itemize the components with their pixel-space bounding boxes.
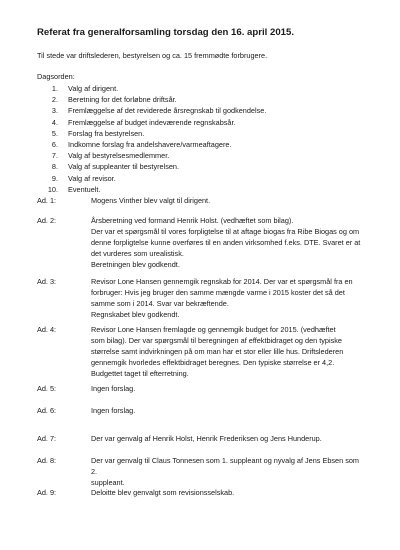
agenda-item-text: Valg af revisor.	[68, 173, 116, 183]
agenda-item-text: Fremlæggelse af det reviderede årsregnskab til godkendelse.	[68, 106, 267, 116]
minutes-line: Ingen forslag.	[91, 384, 136, 393]
agenda-item	[37, 184, 377, 195]
minutes-line: Ingen forslag.	[91, 406, 136, 415]
minutes-item-7	[37, 434, 367, 445]
agenda-item	[37, 150, 377, 161]
agenda-item	[37, 117, 377, 128]
agenda-item-text: Valg af suppleanter til bestyrelsen.	[68, 162, 180, 172]
agenda-item	[37, 173, 377, 184]
agenda-item-number: 3.	[51, 106, 58, 116]
minutes-line: som bilag). Der var spørgsmål til beregningen af effektbidraget og den typiske	[91, 335, 342, 345]
minutes-item-6	[37, 406, 367, 417]
agenda-item-number: 10.	[47, 184, 58, 194]
minutes-line: størrelse samt indvirkningen på om man har et stor eller lille hus. Driftslederen	[91, 346, 344, 356]
minutes-item-body	[91, 216, 367, 271]
agenda-heading: Dagsorden:	[37, 72, 75, 81]
attendance-note: Til stede var driftslederen, bestyrelsen og ca. 15 fremmødte forbrugere.	[37, 51, 268, 60]
minutes-item-body	[91, 277, 367, 321]
agenda-item-number: 1.	[51, 84, 58, 93]
minutes-line: Årsberetning ved formand Henrik Holst. (vedhæftet som bilag).	[91, 216, 294, 225]
page-title: Referat fra generalforsamling torsdag den 16. april 2015.	[37, 27, 294, 38]
minutes-item-label: Ad. 5:	[37, 384, 57, 393]
minutes-item-label: Ad. 7:	[37, 434, 57, 443]
minutes-item-body	[91, 456, 367, 489]
minutes-item-5	[37, 384, 367, 395]
minutes-item-label: Ad. 4:	[37, 325, 57, 334]
minutes-item-9	[37, 488, 367, 499]
minutes-line: Der var genvalg til Claus Tonnesen som 1. suppleant og nyvalg af Jens Ebsen som 2.	[91, 456, 359, 476]
minutes-item-label: Ad. 6:	[37, 406, 57, 415]
agenda-item-text: Indkomne forslag fra andelshavere/varmeaftagere.	[68, 139, 232, 149]
minutes-item-label: Ad. 3:	[37, 277, 57, 286]
minutes-line: Der var et spørgsmål til vores forpligtelse til at aftage biogas fra Ribe Biogas og om	[91, 226, 360, 236]
agenda-item-number: 8.	[51, 162, 58, 172]
agenda-item	[37, 128, 377, 139]
minutes-line: Deloitte blev genvalgt som revisionsselskab.	[91, 488, 235, 497]
agenda-item-number: 9.	[51, 173, 58, 183]
minutes-item-8	[37, 456, 367, 489]
minutes-item-body	[91, 434, 367, 445]
agenda-item-number: 6.	[51, 139, 58, 149]
minutes-line: suppleant.	[91, 477, 125, 487]
minutes-line: forbruger: Hvis jeg bruger den samme mængde varme i 2015 koster det så det	[91, 287, 345, 297]
agenda-item-text: Fremlæggelse af budget indeværende regnskabsår.	[68, 117, 236, 127]
minutes-item-label: Ad. 1:	[37, 196, 57, 205]
agenda-item-text: Valg af dirigent.	[68, 84, 119, 93]
minutes-line: samme som i 2014. Svar var bekræftende.	[91, 298, 229, 308]
minutes-line: Revisor Lone Hansen gennemgik regnskab for 2014. Der var et spørgsmål fra en	[91, 277, 353, 286]
minutes-item-label: Ad. 2:	[37, 216, 57, 225]
agenda-item	[37, 83, 377, 94]
agenda-item-number: 4.	[51, 117, 58, 127]
agenda-list	[37, 83, 377, 195]
agenda-item-number: 5.	[51, 128, 58, 138]
agenda-item	[37, 139, 377, 150]
minutes-item-body	[91, 325, 367, 380]
minutes-item-1	[37, 196, 367, 207]
minutes-line: Der var genvalg af Henrik Holst, Henrik Frederiksen og Jens Hunderup.	[91, 434, 322, 443]
minutes-item-2	[37, 216, 367, 271]
agenda-item-text: Beretning for det forløbne driftsår.	[68, 95, 177, 105]
agenda-item	[37, 161, 377, 172]
minutes-item-3	[37, 277, 367, 321]
agenda-item	[37, 105, 377, 116]
minutes-item-body	[91, 196, 367, 207]
agenda-item	[37, 94, 377, 105]
minutes-line: Regnskabet blev godkendt.	[91, 309, 180, 319]
minutes-item-label: Ad. 8:	[37, 456, 57, 465]
agenda-item-number: 2.	[51, 95, 58, 105]
minutes-line: gennemgik hvorledes effektbidraget beregnes. Den typiske størrelse er 4,2.	[91, 357, 335, 367]
minutes-item-4	[37, 325, 367, 380]
minutes-item-label: Ad. 9:	[37, 488, 57, 497]
agenda-item-text: Eventuelt.	[68, 184, 101, 194]
agenda-item-text: Valg af bestyrelsesmedlemmer.	[68, 151, 170, 161]
agenda-item-number: 7.	[51, 151, 58, 161]
minutes-item-body	[91, 406, 367, 417]
agenda-item-text: Forslag fra bestyrelsen.	[68, 128, 145, 138]
minutes-line: Beretningen blev godkendt.	[91, 259, 180, 269]
minutes-item-body	[91, 384, 367, 395]
minutes-line: Revisor Lone Hansen fremlagde og gennemgik budget for 2015. (vedhæftet	[91, 325, 336, 334]
minutes-item-body	[91, 488, 367, 499]
minutes-line: det vurderes som urealistisk.	[91, 248, 184, 258]
minutes-line: Budgettet taget til efterretning.	[91, 368, 189, 378]
minutes-line: denne forpligtelse kunne overføres til en anden virksomhed f.eks. DTE. Svaret er at	[91, 237, 361, 247]
minutes-line: Mogens Vinther blev valgt til dirigent.	[91, 196, 211, 205]
